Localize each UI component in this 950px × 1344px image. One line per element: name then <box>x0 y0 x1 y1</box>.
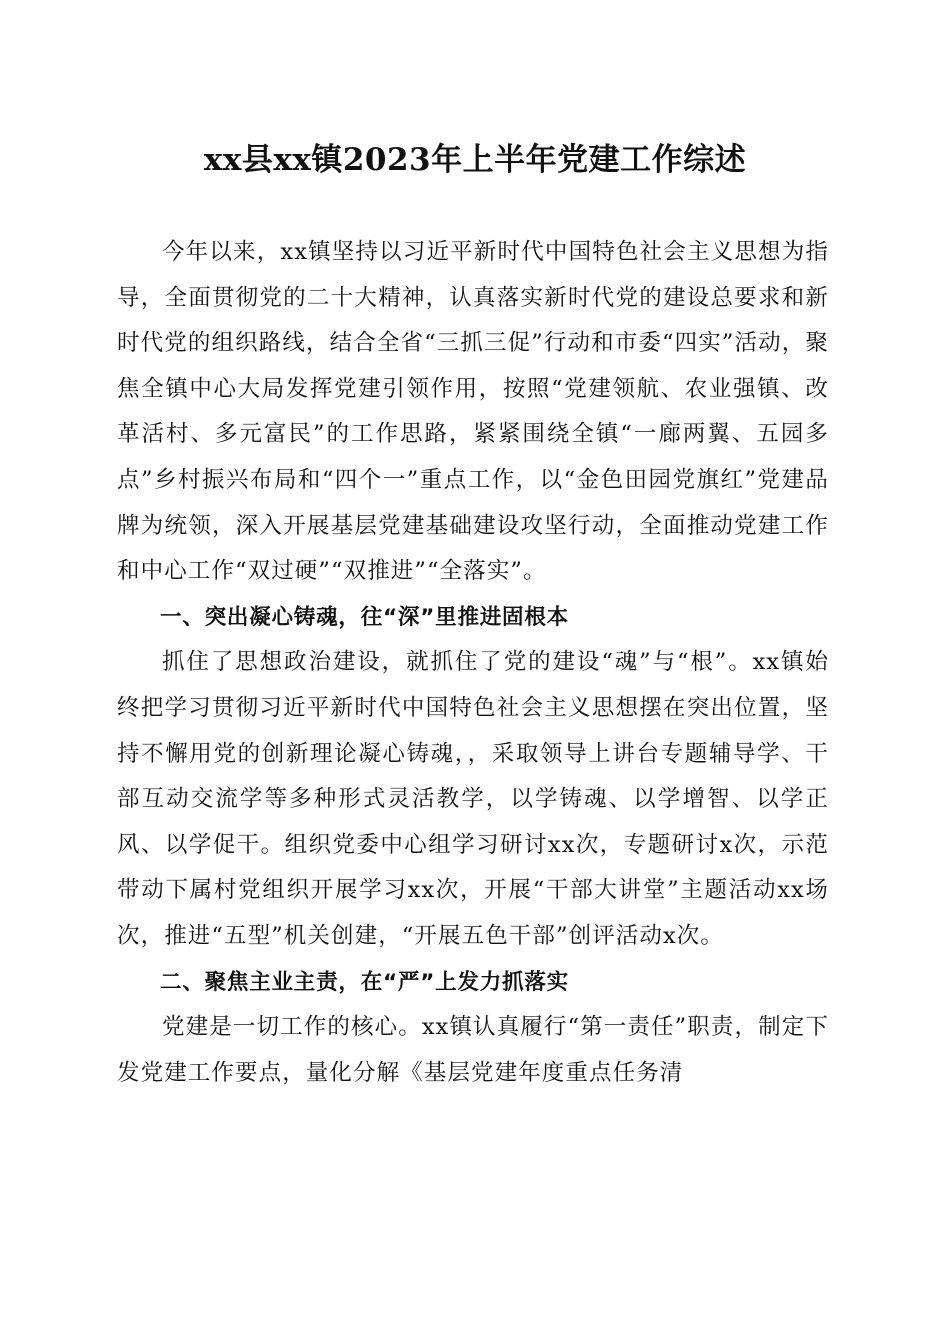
document-body <box>117 230 829 1096</box>
section-2-paragraph: 党建是一切工作的核心。xx镇认真履行“第一责任”职责，制定下发党建工作要点，量化分解《基层党建年度重点任务清 <box>117 1014 829 1086</box>
section-2-heading: 二、聚焦主业主责，在“严”上发力抓落实 <box>160 969 569 995</box>
section-1-heading: 一、突出凝心铸魂，往“深”里推进固根本 <box>160 604 569 630</box>
document-title: xx县xx镇2023年上半年党建工作综述 <box>203 142 747 178</box>
intro-paragraph: 今年以来，xx镇坚持以习近平新时代中国特色社会主义思想为指导，全面贯彻党的二十大精神，认真落实新时代党的建设总要求和新时代党的组织路线，结合全省“三抓三促”行动和市委“四实”活动，聚焦全镇中心大局发挥党建引领作用，按照“党建领航、农业强镇、改革活村、多元富民”的工作思路，紧紧围绕全镇“一廊两翼、五园多点”乡村振兴布局和“四个一”重点工作，以“金色田园党旗红”党建品牌为统领，深入开展基层党建基础建设攻坚行动，全面推动党建工作和中心工作“双过硬”“双推进”“全落实”。 <box>117 239 829 585</box>
section-1-paragraph: 抓住了思想政治建设，就抓住了党的建设“魂”与“根”。xx镇始终把学习贯彻习近平新时代中国特色社会主义思想摆在突出位置，坚持不懈用党的创新理论凝心铸魂，，采取领导上讲台专题辅导学、干部互动交流学等多种形式灵活教学，以学铸魂、以学增智、以学正风、以学促干。组织党委中心组学习研讨xx次，专题研讨x次，示范带动下属村党组织开展学习xx次，开展“干部大讲堂”主题活动xx场次，推进“五型”机关创建，“开展五色干部”创评活动x次。 <box>117 649 829 949</box>
